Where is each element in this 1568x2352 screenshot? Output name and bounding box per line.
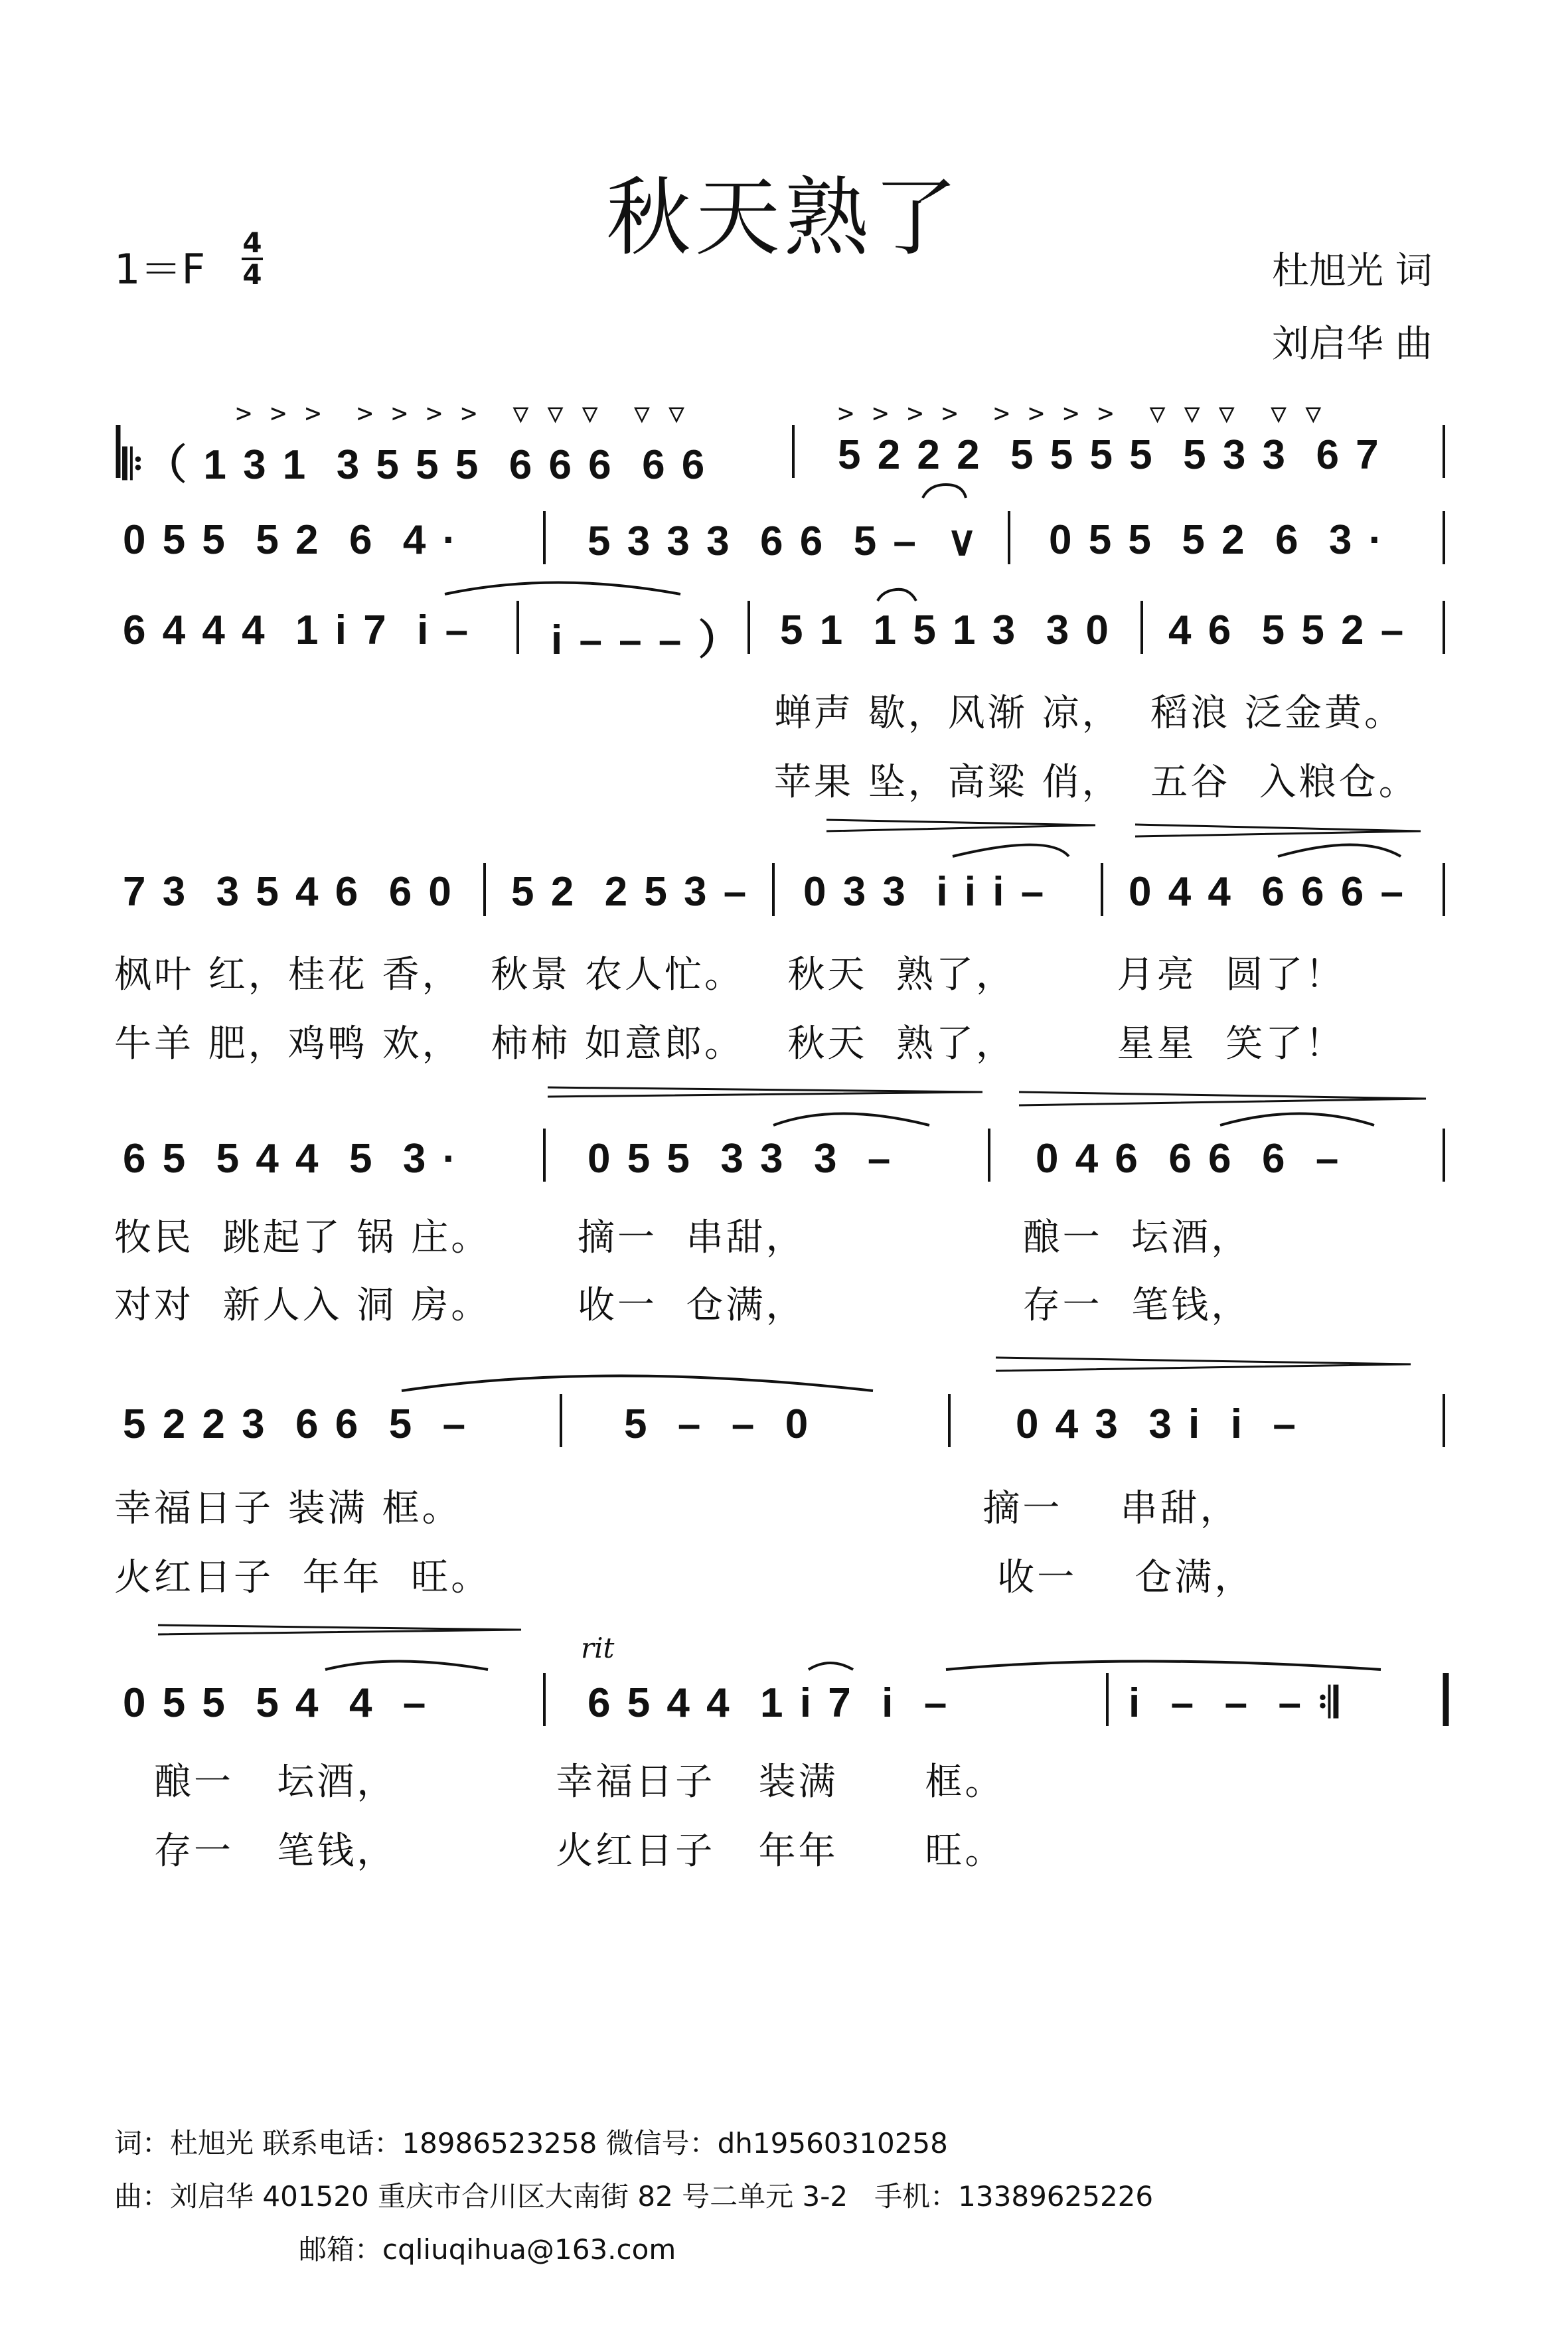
diminuendo-hairpin <box>1135 824 1421 836</box>
measure-r1-b2: 5 2 2 2 5 5 5 5 5 3 3 6 7 <box>838 432 1381 478</box>
measure-r5-b1: 6 5 5 4 4 5 3 · <box>123 1136 459 1182</box>
lyric-r5-v1: 牧民 跳起了 锅 庄。 摘一 串甜， 酿一 坛酒， <box>114 1216 1251 1259</box>
tie <box>946 1662 1381 1670</box>
measure-r4-b3: 0 3 3 i i i – <box>803 869 1047 915</box>
time-signature-top: 4 <box>242 226 262 259</box>
lyric-r7-v2: 存一 笔钱， 火红日子 年年 旺。 <box>154 1830 1005 1873</box>
accent-marks-right: > > > > > > > > ▽ ▽ ▽ ▽ ▽ <box>838 398 1323 429</box>
measure-r5-b2: 0 5 5 3 3 3 – <box>588 1136 894 1182</box>
lyric-r3-v2: 苹果 坠，高粱 俏， 五谷 入粮仓。 <box>774 761 1419 804</box>
footer-lyricist-contact: 词：杜旭光 联系电话：18986523258 微信号：dh19560310258 <box>114 2127 948 2159</box>
crescendo <box>158 1625 521 1634</box>
crescendo <box>548 1087 982 1097</box>
tie <box>953 845 1069 857</box>
footer-email: 邮箱：cqliuqihua@163.com <box>299 2233 676 2266</box>
tie <box>923 485 966 498</box>
measure-r4-b4: 0 4 4 6 6 6 – <box>1129 869 1406 915</box>
measure-r1-b1: 𝄆（ 1 3 1 3 5 5 5 6 6 6 6 6 <box>123 442 708 488</box>
time-signature-bottom: 4 <box>242 258 262 291</box>
measure-r6-b3: 0 4 3 3 i i – <box>1016 1401 1298 1447</box>
composer-credit: 刘启华 曲 <box>1272 323 1433 366</box>
measure-r4-b2: 5 2 2 5 3 – <box>511 869 749 915</box>
measure-r5-b3: 0 4 6 6 6 6 – <box>1036 1136 1342 1182</box>
lyricist-credit: 杜旭光 词 <box>1272 250 1433 293</box>
tie <box>809 1663 853 1670</box>
lyric-r6-v1: 幸福日子 装满 框。 摘一 串甜， <box>114 1487 1240 1530</box>
measure-r7-b2: 6 5 4 4 1 i 7 i – <box>588 1680 950 1726</box>
diminuendo-hairpin <box>1019 1092 1426 1105</box>
measure-r6-b1: 5 2 2 3 6 6 5 – <box>123 1401 469 1447</box>
tie <box>773 1114 929 1126</box>
accent-marks-left: > > > > > > > ▽ ▽ ▽ ▽ ▽ <box>236 398 686 429</box>
measure-r2-b2: 5 3 3 3 6 6 5 – ∨ <box>588 518 980 564</box>
lyric-r5-v2: 对对 新人入 洞 房。 收一 仓满， 存一 笔钱， <box>114 1284 1251 1327</box>
tie <box>325 1662 488 1670</box>
measure-r3-b2: i – – – ） <box>551 617 742 663</box>
measure-r7-b1: 0 5 5 5 4 4 – <box>123 1680 429 1726</box>
measure-r3-b3: 5 1 1 5 1 3 3 0 <box>780 607 1111 653</box>
lyric-r3-v1: 蝉声 歇，风渐 凉， 稻浪 泛金黄。 <box>774 692 1405 735</box>
tie <box>445 583 680 595</box>
lyric-r6-v2: 火红日子 年年 旺。 收一 仓满， <box>114 1556 1255 1599</box>
key-signature: 1＝F <box>114 245 206 293</box>
measure-r3-b4: 4 6 5 5 2 – <box>1168 607 1407 653</box>
footer-composer-contact: 曲：刘启华 401520 重庆市合川区大南街 82 号二单元 3-2 手机：13389625226 <box>114 2180 1154 2213</box>
measure-r2-b3: 0 5 5 5 2 6 3 · <box>1049 517 1385 563</box>
tempo-marking: rit <box>581 1632 615 1664</box>
measure-r6-b2: 5 – – 0 <box>624 1401 811 1447</box>
tie <box>878 589 916 601</box>
measure-r2-b1: 0 5 5 5 2 6 4 · <box>123 517 459 563</box>
crescendo <box>996 1358 1411 1371</box>
song-title: 秋天熟了 <box>605 169 962 268</box>
lyric-r4-v1: 枫叶 红，桂花 香， 秋景 农人忙。 秋天 熟了， 月亮 圆了！ <box>114 953 1346 996</box>
measure-r4-b1: 7 3 3 5 4 6 6 0 <box>123 869 454 915</box>
lyric-r4-v2: 牛羊 肥，鸡鸭 欢， 柿柿 如意郎。 秋天 熟了， 星星 笑了！ <box>114 1022 1346 1065</box>
tie <box>1220 1114 1374 1126</box>
lyric-r7-v1: 酿一 坛酒， 幸福日子 装满 框。 <box>154 1761 1005 1804</box>
tie <box>402 1376 873 1391</box>
tie <box>1278 845 1401 857</box>
measure-r7-b3: i – – – 𝄇 <box>1129 1680 1341 1726</box>
measure-r3-b1: 6 4 4 4 1 i 7 i – <box>123 607 471 653</box>
crescendo <box>826 820 1095 831</box>
